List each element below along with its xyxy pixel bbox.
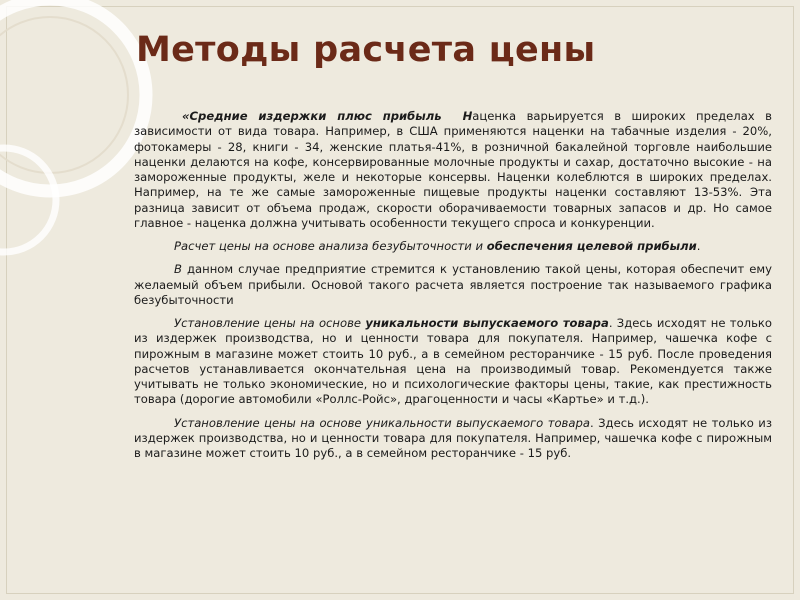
paragraph-markup-lead: «Средние издержки плюс прибыль (182, 109, 442, 123)
paragraph-uniqueness-repeat (134, 416, 772, 462)
uniqueness-lead: Установление цены на основе (174, 316, 366, 330)
paragraph-breakeven-heading (134, 239, 772, 254)
paragraph-uniqueness (134, 316, 772, 408)
slide-title: Методы расчета цены (136, 30, 596, 70)
breakeven-heading-a: Расчет цены на основе анализа безубыточности и (174, 239, 487, 253)
slide-body (134, 109, 772, 469)
paragraph-markup-cap: Н (462, 109, 473, 123)
breakeven-first-letter: В (174, 262, 182, 277)
uniqueness-bold: уникальности выпускаемого товара (365, 316, 609, 330)
uniqueness-repeat-text: . Здесь исходят не только из издержек производства, но и ценности товара для покупателя. Например, чашечка кофе с пирожным в магазине может стоить 10 руб., а в семейном ресторанчике - 15 руб. (134, 415, 773, 460)
decorative-ring-small (0, 148, 56, 252)
breakeven-heading-c: . (696, 239, 701, 253)
uniqueness-text: . Здесь исходят не только из издержек производства, но и ценности товара для покупателя. Например, чашечка кофе с пирожным в магазине может стоить 10 руб., а в семейном ресторанчике - 15 руб. После проведения расчетов устанавливается окончательная цена на производимый товар. Рекомендуется также учитывать не только экономические, но и психологические факторы цены, такие, как престижность товара (дорогие автомобили «Роллс-Ройс», драгоценности и часы «Картье» и т.д.). (134, 316, 772, 407)
uniqueness-repeat-lead: Установление цены на основе уникальности выпускаемого товара (174, 415, 590, 430)
paragraph-breakeven (134, 262, 772, 308)
breakeven-heading-b: обеспечения целевой прибыли (486, 239, 697, 253)
breakeven-text: данном случае предприятие стремится к установлению такой цены, которая обеспечит ему желаемый объем прибыли. Основой такого расчета является построение так называемого графика безубыточности (134, 262, 772, 307)
decorative-ring-large (0, 0, 146, 191)
paragraph-markup (134, 109, 772, 231)
paragraph-markup-text: аценка варьируется в широких пределах в зависимости от вида товара. Например, в США применяются наценки на табачные изделия - 20%, фотокамеры - 28, книги - 34, женские платья-41%, в розничной бакалейной торговле наибольшие наценки делаются на кофе, консервированные молочные продукты и сахар, достаточно высокие - на замороженные продукты, желе и некоторые консервы. Наценки колеблются в широких пределах. Например, на те же самые замороженные пищевые продукты наценки составляют 13-53%. Эта разница зависит от объема продаж, скорости оборачиваемости товарных запасов и др. Но самое главное - наценка должна учитывать особенности текущего спроса и конкуренции. (134, 109, 772, 230)
